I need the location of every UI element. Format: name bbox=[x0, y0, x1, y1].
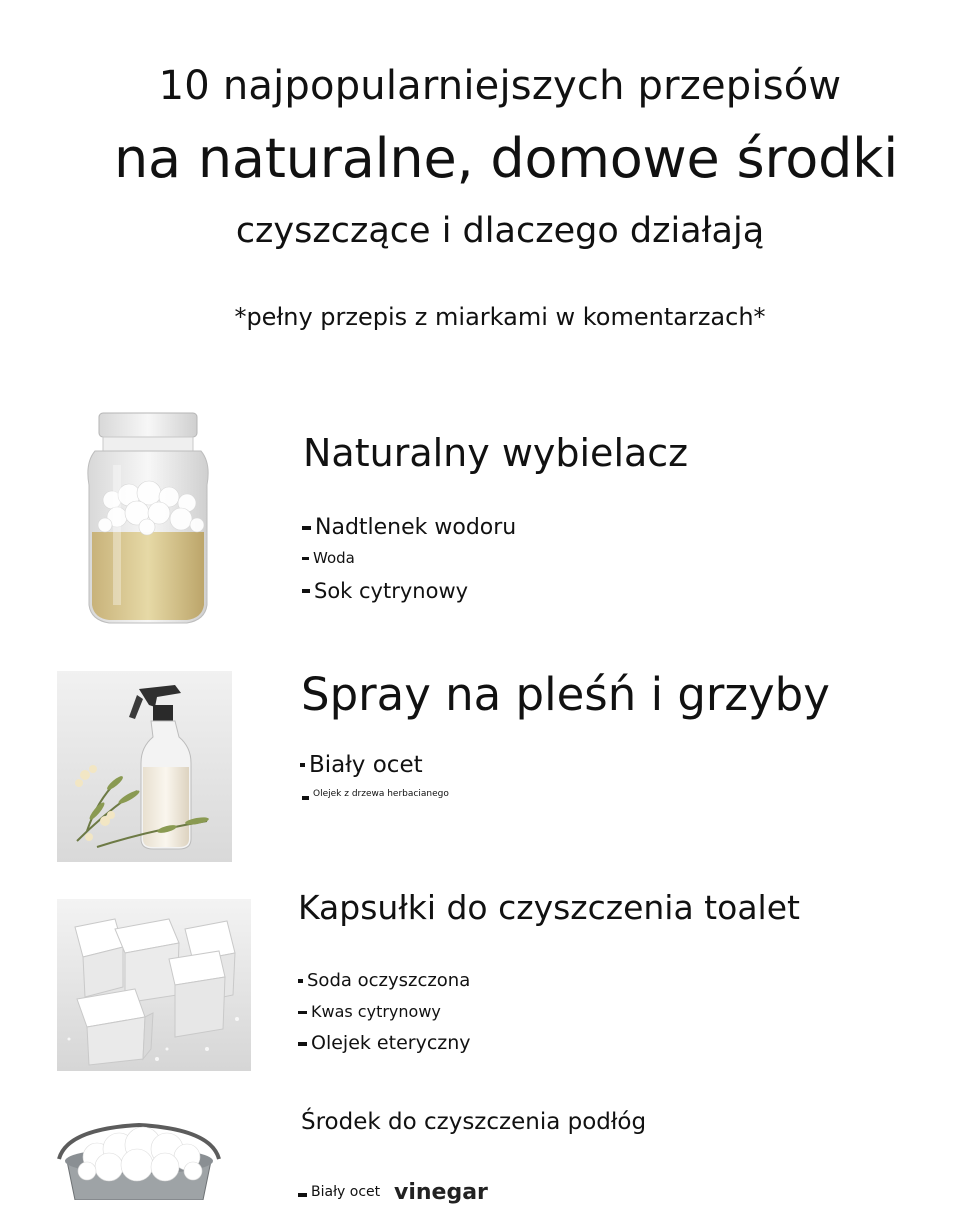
bullet-dash bbox=[298, 1042, 307, 1046]
ingredient-item bbox=[298, 1031, 471, 1056]
recipe-title: Naturalny wybielacz bbox=[303, 431, 689, 475]
ingredient-label: Nadtlenek wodoru bbox=[315, 515, 517, 540]
recipe-title: Spray na pleśń i grzyby bbox=[301, 668, 830, 721]
ingredient-item bbox=[302, 578, 468, 604]
recipe-image-jar bbox=[57, 405, 232, 633]
ingredient-label: Biały ocet bbox=[311, 1184, 381, 1200]
page-title-line-2: na naturalne, domowe środki bbox=[113, 127, 899, 190]
bullet-dash bbox=[298, 1193, 307, 1197]
ingredient-item bbox=[300, 751, 423, 779]
recipe-title: Środek do czyszczenia podłóg bbox=[301, 1109, 647, 1135]
ingredient-label: Sok cytrynowy bbox=[314, 579, 469, 603]
ingredient-label: Kwas cytrynowy bbox=[311, 1002, 441, 1021]
bullet-dash bbox=[298, 1011, 307, 1014]
recipe-image-cubes bbox=[57, 899, 251, 1071]
page-title-line-3: czyszczące i dlaczego działają bbox=[235, 211, 765, 251]
page-title-line-1: 10 najpopularniejszych przepisów bbox=[158, 63, 842, 109]
bullet-dash bbox=[302, 526, 311, 530]
recipe-title: Kapsułki do czyszczenia toalet bbox=[298, 888, 800, 927]
ingredient-label: Woda bbox=[313, 549, 355, 567]
ingredient-item bbox=[298, 1001, 441, 1023]
ingredient-label: Soda oczyszczona bbox=[307, 970, 471, 991]
bullet-dash bbox=[302, 796, 309, 800]
bullet-dash bbox=[300, 763, 305, 767]
ingredient-item bbox=[302, 787, 449, 801]
recipe-image-bucket bbox=[57, 1115, 222, 1200]
ingredient-item-overlay bbox=[394, 1180, 488, 1206]
bullet-dash bbox=[302, 589, 310, 593]
ingredient-label: Olejek eteryczny bbox=[311, 1032, 471, 1054]
recipe-note: *pełny przepis z miarkami w komentarzach* bbox=[234, 303, 766, 331]
ingredient-label: Biały ocet bbox=[309, 752, 423, 778]
ingredient-item bbox=[298, 1182, 380, 1202]
ingredient-item bbox=[302, 548, 355, 568]
recipe-image-spray-bottle bbox=[57, 671, 232, 862]
bullet-dash bbox=[302, 557, 309, 560]
ingredient-item bbox=[298, 969, 470, 993]
ingredient-label: Olejek z drzewa herbacianego bbox=[313, 789, 449, 799]
ingredient-item bbox=[302, 514, 516, 542]
ingredient-label: vinegar bbox=[394, 1180, 488, 1205]
bullet-dash bbox=[298, 979, 303, 983]
